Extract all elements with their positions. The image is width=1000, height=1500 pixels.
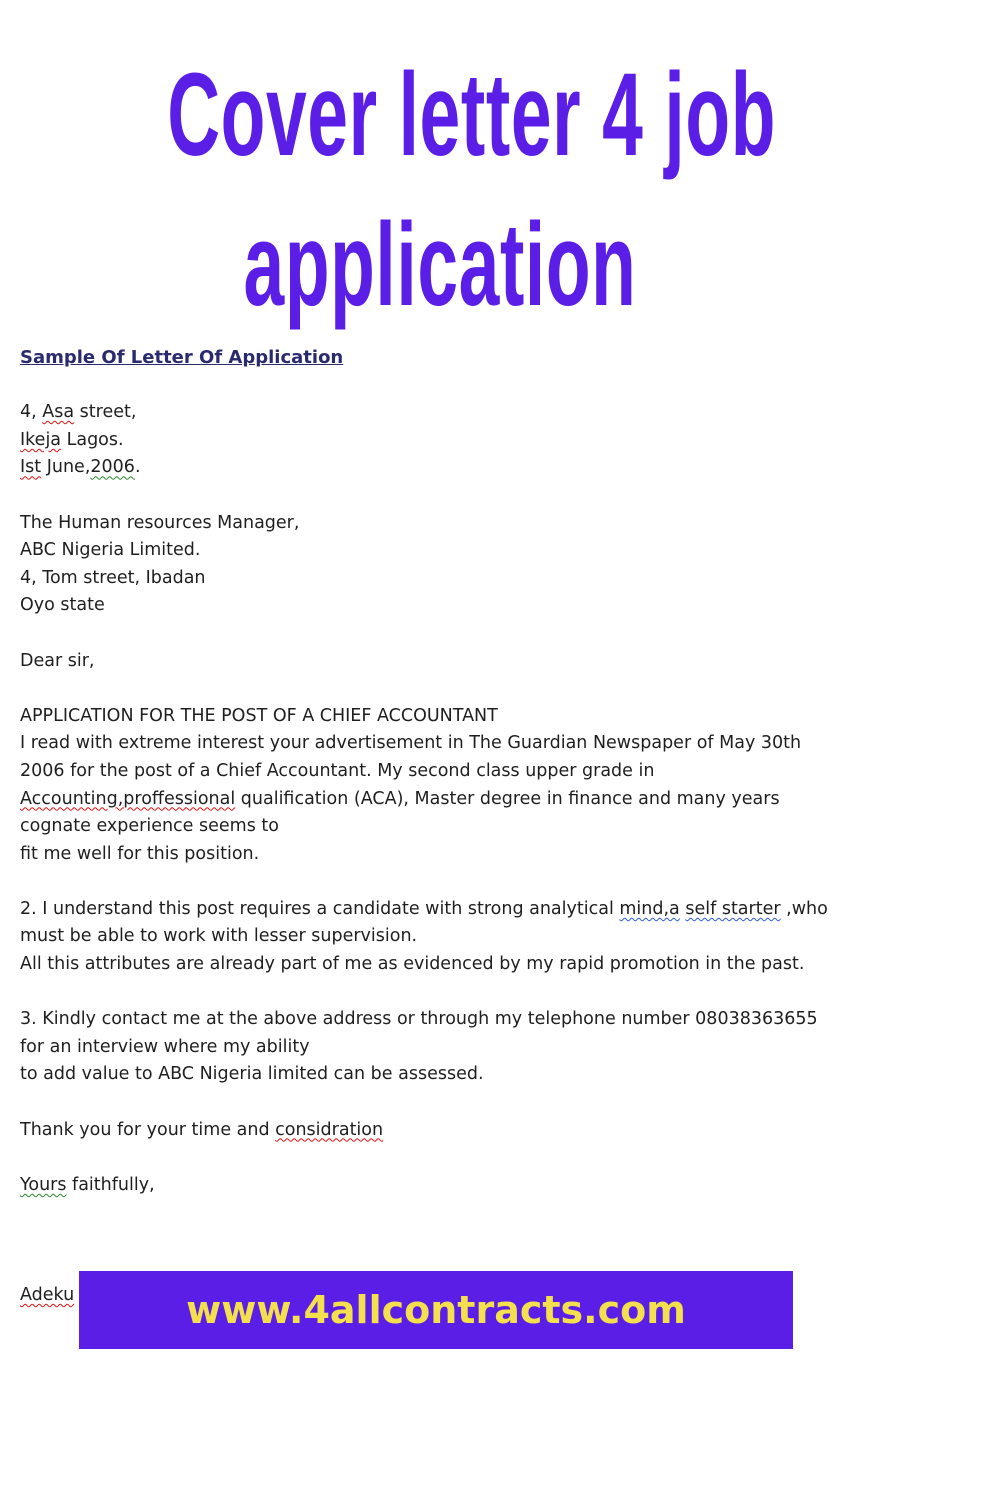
thanks-line: Thank you for your time and considration bbox=[20, 1119, 384, 1140]
letter-document bbox=[20, 344, 980, 1310]
title-line-1: Cover letter 4 job bbox=[167, 49, 777, 181]
sender-address-line-1: 4, Asa street, bbox=[20, 402, 137, 423]
closing-line: Yours faithfully, bbox=[20, 1174, 155, 1195]
subject-line: APPLICATION FOR THE POST OF A CHIEF ACCOUNTANT bbox=[20, 705, 498, 726]
para1-line-1: I read with extreme interest your advertisement in The Guardian Newspaper of May 30th bbox=[20, 733, 802, 754]
para3-line-2: for an interview where my ability bbox=[20, 1036, 310, 1057]
para1-line-4: cognate experience seems to bbox=[20, 816, 279, 837]
para1-line-2: 2006 for the post of a Chief Accountant. My second class upper grade in bbox=[20, 760, 655, 781]
title-line-2: application bbox=[243, 199, 637, 331]
para2-line-3: All this attributes are already part of me as evidenced by my rapid promotion in the past. bbox=[20, 954, 805, 975]
para2-line-1: 2. I understand this post requires a candidate with strong analytical mind,a self starter ,who bbox=[20, 898, 828, 919]
para2-line-2: must be able to work with lesser supervision. bbox=[20, 926, 418, 947]
recipient-line-3: 4, Tom street, Ibadan bbox=[20, 567, 206, 588]
signature-name: Adeku bbox=[20, 1285, 75, 1306]
recipient-line-1: The Human resources Manager, bbox=[20, 512, 300, 533]
salutation: Dear sir, bbox=[20, 650, 95, 671]
para1-line-3: Accounting,proffessional qualification (ACA), Master degree in finance and many years bbox=[20, 788, 780, 809]
page-title bbox=[167, 40, 777, 340]
para1-line-5: fit me well for this position. bbox=[20, 843, 260, 864]
letter-heading: Sample Of Letter Of Application bbox=[20, 347, 344, 368]
sender-address-line-2: Ikeja Lagos. bbox=[20, 429, 124, 450]
letter-date: Ist June,2006. bbox=[20, 457, 141, 478]
website-url[interactable]: www.4allcontracts.com bbox=[186, 1288, 686, 1332]
website-banner[interactable] bbox=[79, 1271, 793, 1349]
para3-line-3: to add value to ABC Nigeria limited can be assessed. bbox=[20, 1064, 484, 1085]
recipient-line-4: Oyo state bbox=[20, 595, 105, 616]
para3-line-1: 3. Kindly contact me at the above address or through my telephone number 08038363655 bbox=[20, 1009, 818, 1030]
recipient-line-2: ABC Nigeria Limited. bbox=[20, 540, 201, 561]
